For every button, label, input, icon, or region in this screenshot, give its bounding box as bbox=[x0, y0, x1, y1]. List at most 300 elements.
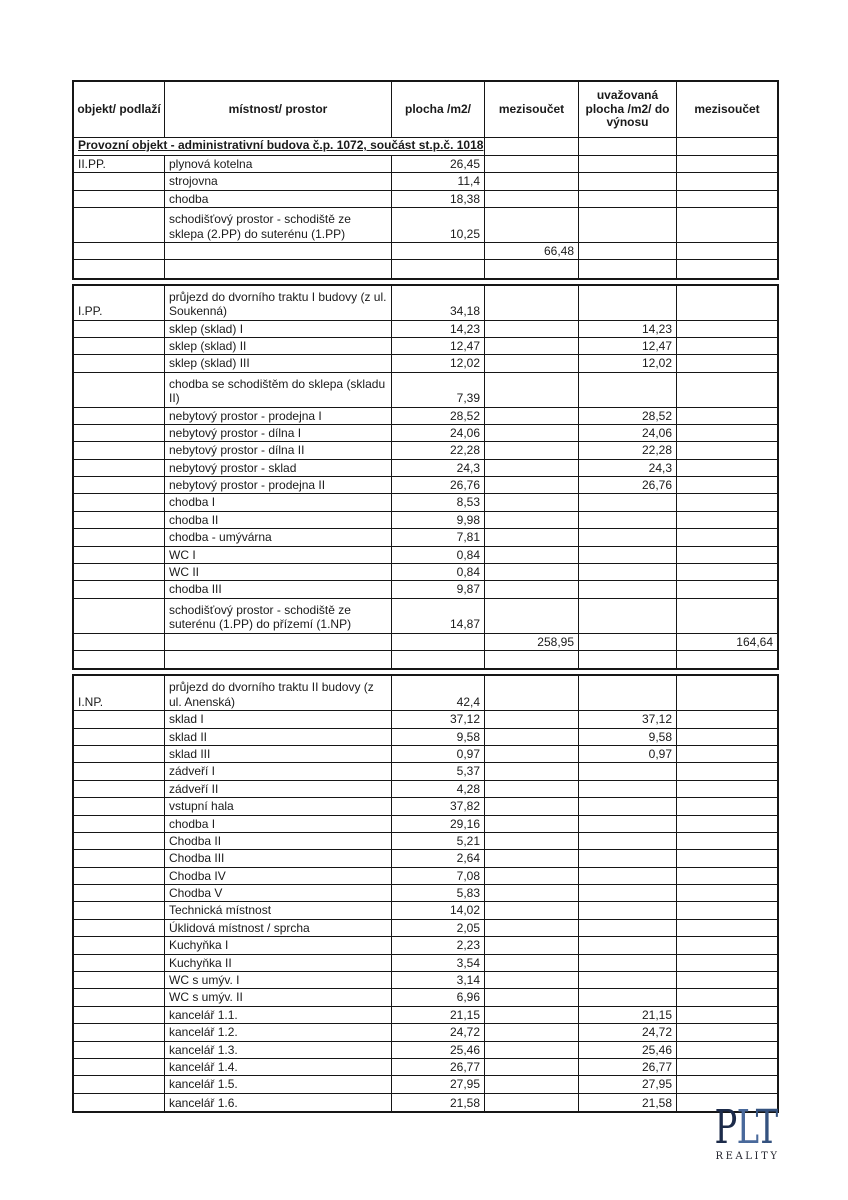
cell-mezisoucet: 66,48 bbox=[485, 243, 579, 260]
table-row bbox=[74, 355, 777, 372]
cell-uvazovana-plocha bbox=[579, 494, 677, 511]
cell-uvazovana-plocha bbox=[579, 850, 677, 867]
plt-letter-t: T bbox=[755, 1100, 778, 1155]
table-row bbox=[74, 338, 777, 355]
cell-plocha: 4,28 bbox=[392, 781, 485, 798]
cell-mezisoucet bbox=[485, 208, 579, 243]
cell-room: sklad III bbox=[165, 746, 392, 763]
cell-room: plynová kotelna bbox=[165, 156, 392, 173]
cell-room: strojovna bbox=[165, 173, 392, 190]
cell-room: chodba I bbox=[165, 494, 392, 511]
cell-mezisoucet-vynos bbox=[677, 477, 777, 494]
cell-mezisoucet bbox=[485, 425, 579, 442]
cell-mezisoucet bbox=[485, 564, 579, 581]
table-row bbox=[74, 920, 777, 937]
cell-room: chodba III bbox=[165, 581, 392, 598]
table-row bbox=[74, 373, 777, 408]
cell-uvazovana-plocha bbox=[579, 156, 677, 173]
table-row bbox=[74, 833, 777, 850]
cell-floor bbox=[74, 191, 165, 208]
cell-room: WC I bbox=[165, 547, 392, 564]
cell-room: sklep (sklad) III bbox=[165, 355, 392, 372]
cell-floor bbox=[74, 634, 165, 651]
table-row bbox=[74, 581, 777, 598]
cell-floor bbox=[74, 373, 165, 408]
cell-floor bbox=[74, 408, 165, 425]
cell-plocha: 14,87 bbox=[392, 599, 485, 634]
cell-floor: I.NP. bbox=[74, 676, 165, 711]
cell-mezisoucet-vynos bbox=[677, 833, 777, 850]
cell-plocha: 2,23 bbox=[392, 937, 485, 954]
cell-plocha: 26,76 bbox=[392, 477, 485, 494]
table-row bbox=[74, 494, 777, 511]
cell-mezisoucet bbox=[485, 989, 579, 1006]
cell-plocha: 27,95 bbox=[392, 1076, 485, 1093]
cell-floor bbox=[74, 763, 165, 780]
cell-mezisoucet bbox=[485, 816, 579, 833]
table-row bbox=[74, 902, 777, 919]
cell-plocha: 14,23 bbox=[392, 321, 485, 338]
cell-uvazovana-plocha bbox=[579, 868, 677, 885]
cell-mezisoucet-vynos bbox=[677, 651, 777, 668]
cell-mezisoucet bbox=[485, 355, 579, 372]
cell-room: Kuchyňka II bbox=[165, 955, 392, 972]
cell-uvazovana-plocha: 12,02 bbox=[579, 355, 677, 372]
table-row bbox=[74, 564, 777, 581]
cell-floor bbox=[74, 425, 165, 442]
cell-uvazovana-plocha: 26,77 bbox=[579, 1059, 677, 1076]
cell-uvazovana-plocha: 22,28 bbox=[579, 442, 677, 459]
table-row bbox=[74, 173, 777, 190]
cell-room: Úklidová místnost / sprcha bbox=[165, 920, 392, 937]
cell-room: průjezd do dvorního traktu I budovy (z ul. Soukenná) bbox=[165, 286, 392, 321]
table-row bbox=[74, 442, 777, 459]
cell-room: chodba bbox=[165, 191, 392, 208]
cell-room: Chodba II bbox=[165, 833, 392, 850]
cell-mezisoucet bbox=[485, 676, 579, 711]
cell-floor bbox=[74, 338, 165, 355]
cell-plocha: 5,83 bbox=[392, 885, 485, 902]
cell-mezisoucet bbox=[485, 191, 579, 208]
cell-mezisoucet-vynos bbox=[677, 286, 777, 321]
table-row bbox=[74, 321, 777, 338]
plt-logo-subtitle: REALITY bbox=[715, 1151, 780, 1162]
cell-plocha: 0,97 bbox=[392, 746, 485, 763]
cell-floor bbox=[74, 868, 165, 885]
cell-floor bbox=[74, 1094, 165, 1111]
cell-floor bbox=[74, 798, 165, 815]
table-row bbox=[74, 816, 777, 833]
cell-room: sklad II bbox=[165, 729, 392, 746]
cell-plocha: 28,52 bbox=[392, 408, 485, 425]
table-row bbox=[74, 989, 777, 1006]
cell-plocha: 5,37 bbox=[392, 763, 485, 780]
cell-mezisoucet bbox=[485, 920, 579, 937]
subtotal-row bbox=[74, 243, 777, 260]
cell-mezisoucet bbox=[485, 321, 579, 338]
cell-uvazovana-plocha: 24,72 bbox=[579, 1024, 677, 1041]
table-block-1pp bbox=[72, 284, 779, 671]
cell-plocha: 12,47 bbox=[392, 338, 485, 355]
cell-plocha: 2,64 bbox=[392, 850, 485, 867]
cell-mezisoucet-vynos bbox=[677, 1059, 777, 1076]
cell-uvazovana-plocha bbox=[579, 937, 677, 954]
table-row bbox=[74, 477, 777, 494]
col-header-uvazovana-plocha: uvažovaná plocha /m2/ do výnosu bbox=[579, 82, 677, 138]
cell-floor bbox=[74, 494, 165, 511]
cell-mezisoucet bbox=[485, 746, 579, 763]
table-row bbox=[74, 781, 777, 798]
cell-uvazovana-plocha: 0,97 bbox=[579, 746, 677, 763]
cell-mezisoucet-vynos bbox=[677, 955, 777, 972]
cell-uvazovana-plocha bbox=[579, 763, 677, 780]
cell-mezisoucet-vynos bbox=[677, 260, 777, 277]
cell-plocha: 9,98 bbox=[392, 512, 485, 529]
table-row bbox=[74, 408, 777, 425]
table-row bbox=[74, 798, 777, 815]
table-row bbox=[74, 286, 777, 321]
cell-room: Kuchyňka I bbox=[165, 937, 392, 954]
cell-room: chodba I bbox=[165, 816, 392, 833]
cell-plocha: 0,84 bbox=[392, 564, 485, 581]
table-row bbox=[74, 547, 777, 564]
cell-plocha bbox=[392, 243, 485, 260]
cell-room: kancelář 1.6. bbox=[165, 1094, 392, 1111]
cell-uvazovana-plocha bbox=[579, 191, 677, 208]
cell-mezisoucet bbox=[485, 547, 579, 564]
cell-plocha: 26,45 bbox=[392, 156, 485, 173]
cell-mezisoucet-vynos bbox=[677, 512, 777, 529]
cell-mezisoucet-vynos bbox=[677, 425, 777, 442]
table-row bbox=[74, 512, 777, 529]
cell-plocha: 11,4 bbox=[392, 173, 485, 190]
cell-plocha: 5,21 bbox=[392, 833, 485, 850]
cell-plocha: 3,54 bbox=[392, 955, 485, 972]
cell-mezisoucet bbox=[485, 1024, 579, 1041]
cell-uvazovana-plocha: 37,12 bbox=[579, 711, 677, 728]
cell-mezisoucet-vynos bbox=[677, 729, 777, 746]
cell-floor bbox=[74, 746, 165, 763]
table-row bbox=[74, 529, 777, 546]
cell-room: průjezd do dvorního traktu II budovy (z ul. Anenská) bbox=[165, 676, 392, 711]
cell-floor bbox=[74, 581, 165, 598]
cell-room: nebytový prostor - dílna I bbox=[165, 425, 392, 442]
cell-plocha: 9,87 bbox=[392, 581, 485, 598]
cell-floor bbox=[74, 355, 165, 372]
cell-mezisoucet-vynos bbox=[677, 989, 777, 1006]
cell-plocha: 21,58 bbox=[392, 1094, 485, 1111]
cell-mezisoucet-vynos bbox=[677, 676, 777, 711]
cell-room: sklep (sklad) II bbox=[165, 338, 392, 355]
cell-mezisoucet bbox=[485, 1076, 579, 1093]
cell-mezisoucet bbox=[485, 599, 579, 634]
cell-mezisoucet bbox=[485, 156, 579, 173]
cell-mezisoucet bbox=[485, 902, 579, 919]
cell-mezisoucet-vynos bbox=[677, 711, 777, 728]
cell-room: WC II bbox=[165, 564, 392, 581]
cell-plocha: 37,82 bbox=[392, 798, 485, 815]
cell-room: zádveří II bbox=[165, 781, 392, 798]
cell-uvazovana-plocha bbox=[579, 955, 677, 972]
cell-uvazovana-plocha bbox=[579, 885, 677, 902]
cell-uvazovana-plocha: 28,52 bbox=[579, 408, 677, 425]
plt-reality-logo bbox=[700, 1100, 792, 1162]
cell-floor bbox=[74, 902, 165, 919]
cell-mezisoucet-vynos bbox=[677, 868, 777, 885]
table-row bbox=[74, 955, 777, 972]
table-row bbox=[74, 885, 777, 902]
cell-floor bbox=[74, 885, 165, 902]
cell-mezisoucet-vynos bbox=[677, 208, 777, 243]
cell-room: schodišťový prostor - schodiště ze sklepa (2.PP) do suterénu (1.PP) bbox=[165, 208, 392, 243]
cell-floor bbox=[74, 920, 165, 937]
cell-plocha: 34,18 bbox=[392, 286, 485, 321]
subtotal-row bbox=[74, 634, 777, 651]
cell-mezisoucet bbox=[485, 937, 579, 954]
cell-plocha: 22,28 bbox=[392, 442, 485, 459]
section-title: Provozní objekt - administrativní budova č.p. 1072, součást st.p.č. 1018 bbox=[74, 138, 485, 156]
cell-floor bbox=[74, 651, 165, 668]
table-row bbox=[74, 1076, 777, 1093]
cell-mezisoucet bbox=[485, 494, 579, 511]
cell-floor bbox=[74, 711, 165, 728]
cell-floor bbox=[74, 321, 165, 338]
cell-uvazovana-plocha: 9,58 bbox=[579, 729, 677, 746]
cell-uvazovana-plocha: 21,58 bbox=[579, 1094, 677, 1111]
cell-mezisoucet bbox=[485, 1007, 579, 1024]
cell-uvazovana-plocha bbox=[579, 243, 677, 260]
cell-plocha: 14,02 bbox=[392, 902, 485, 919]
cell-plocha: 24,3 bbox=[392, 460, 485, 477]
cell-room: kancelář 1.4. bbox=[165, 1059, 392, 1076]
cell-mezisoucet-vynos bbox=[677, 902, 777, 919]
cell-plocha: 0,84 bbox=[392, 547, 485, 564]
cell-plocha: 24,06 bbox=[392, 425, 485, 442]
cell-plocha: 2,05 bbox=[392, 920, 485, 937]
cell-room: sklad I bbox=[165, 711, 392, 728]
plt-letter-p: P bbox=[714, 1100, 737, 1155]
cell-mezisoucet bbox=[485, 338, 579, 355]
cell-room: schodišťový prostor - schodiště ze suterénu (1.PP) do přízemí (1.NP) bbox=[165, 599, 392, 634]
cell-room: WC s umýv. I bbox=[165, 972, 392, 989]
cell-uvazovana-plocha bbox=[579, 651, 677, 668]
cell-room: nebytový prostor - prodejna I bbox=[165, 408, 392, 425]
cell-room: Chodba III bbox=[165, 850, 392, 867]
cell-uvazovana-plocha bbox=[579, 972, 677, 989]
table-row bbox=[74, 460, 777, 477]
cell-uvazovana-plocha bbox=[579, 547, 677, 564]
cell-mezisoucet bbox=[485, 286, 579, 321]
cell-mezisoucet bbox=[485, 850, 579, 867]
table-row bbox=[74, 599, 777, 634]
cell-uvazovana-plocha: 24,06 bbox=[579, 425, 677, 442]
table-row bbox=[74, 1042, 777, 1059]
table-row bbox=[74, 1059, 777, 1076]
cell-mezisoucet-vynos bbox=[677, 564, 777, 581]
cell-mezisoucet bbox=[485, 1042, 579, 1059]
cell-room: chodba - umývárna bbox=[165, 529, 392, 546]
cell-floor bbox=[74, 816, 165, 833]
table-row bbox=[74, 191, 777, 208]
cell-uvazovana-plocha bbox=[579, 564, 677, 581]
cell-room bbox=[165, 651, 392, 668]
cell-room: Chodba IV bbox=[165, 868, 392, 885]
cell-mezisoucet bbox=[485, 711, 579, 728]
cell-plocha: 10,25 bbox=[392, 208, 485, 243]
cell-uvazovana-plocha bbox=[579, 599, 677, 634]
cell-mezisoucet bbox=[485, 651, 579, 668]
cell-mezisoucet bbox=[485, 408, 579, 425]
cell-room: kancelář 1.1. bbox=[165, 1007, 392, 1024]
cell-mezisoucet-vynos bbox=[677, 338, 777, 355]
cell-mezisoucet-vynos bbox=[677, 816, 777, 833]
section-empty-cell bbox=[485, 138, 579, 156]
empty-row bbox=[74, 260, 777, 277]
cell-room bbox=[165, 243, 392, 260]
cell-floor bbox=[74, 243, 165, 260]
cell-plocha: 18,38 bbox=[392, 191, 485, 208]
cell-mezisoucet bbox=[485, 581, 579, 598]
cell-plocha: 7,39 bbox=[392, 373, 485, 408]
cell-plocha: 9,58 bbox=[392, 729, 485, 746]
table-row bbox=[74, 868, 777, 885]
cell-uvazovana-plocha bbox=[579, 208, 677, 243]
col-header-mezisoucet-vynos: mezisoučet bbox=[677, 82, 777, 138]
cell-plocha: 26,77 bbox=[392, 1059, 485, 1076]
table-block-1np bbox=[72, 674, 779, 1113]
cell-mezisoucet-vynos bbox=[677, 1007, 777, 1024]
table-row bbox=[74, 763, 777, 780]
table-block-2pp bbox=[72, 80, 779, 280]
cell-mezisoucet-vynos bbox=[677, 173, 777, 190]
cell-uvazovana-plocha bbox=[579, 286, 677, 321]
cell-mezisoucet bbox=[485, 477, 579, 494]
cell-floor bbox=[74, 173, 165, 190]
cell-floor bbox=[74, 1042, 165, 1059]
table-row bbox=[74, 676, 777, 711]
cell-floor bbox=[74, 937, 165, 954]
cell-floor bbox=[74, 460, 165, 477]
table-row bbox=[74, 1024, 777, 1041]
cell-floor bbox=[74, 729, 165, 746]
cell-mezisoucet-vynos bbox=[677, 156, 777, 173]
cell-uvazovana-plocha: 26,76 bbox=[579, 477, 677, 494]
cell-uvazovana-plocha: 27,95 bbox=[579, 1076, 677, 1093]
cell-plocha: 37,12 bbox=[392, 711, 485, 728]
cell-room: nebytový prostor - prodejna II bbox=[165, 477, 392, 494]
cell-uvazovana-plocha: 14,23 bbox=[579, 321, 677, 338]
cell-mezisoucet-vynos: 164,64 bbox=[677, 634, 777, 651]
cell-room: kancelář 1.3. bbox=[165, 1042, 392, 1059]
cell-mezisoucet-vynos bbox=[677, 885, 777, 902]
cell-mezisoucet-vynos bbox=[677, 529, 777, 546]
cell-mezisoucet-vynos bbox=[677, 442, 777, 459]
cell-mezisoucet-vynos bbox=[677, 581, 777, 598]
cell-plocha: 24,72 bbox=[392, 1024, 485, 1041]
section-empty-cell bbox=[677, 138, 777, 156]
cell-room: zádveří I bbox=[165, 763, 392, 780]
cell-mezisoucet-vynos bbox=[677, 972, 777, 989]
cell-uvazovana-plocha bbox=[579, 581, 677, 598]
col-header-mezisoucet: mezisoučet bbox=[485, 82, 579, 138]
cell-mezisoucet-vynos bbox=[677, 1042, 777, 1059]
cell-room: Technická místnost bbox=[165, 902, 392, 919]
cell-mezisoucet-vynos bbox=[677, 599, 777, 634]
cell-room: nebytový prostor - sklad bbox=[165, 460, 392, 477]
empty-row bbox=[74, 651, 777, 668]
table-row bbox=[74, 972, 777, 989]
cell-room: chodba se schodištěm do sklepa (skladu II) bbox=[165, 373, 392, 408]
cell-mezisoucet bbox=[485, 763, 579, 780]
cell-mezisoucet-vynos bbox=[677, 494, 777, 511]
cell-mezisoucet bbox=[485, 798, 579, 815]
cell-room bbox=[165, 634, 392, 651]
cell-uvazovana-plocha: 21,15 bbox=[579, 1007, 677, 1024]
cell-mezisoucet bbox=[485, 833, 579, 850]
cell-mezisoucet-vynos bbox=[677, 243, 777, 260]
cell-mezisoucet bbox=[485, 868, 579, 885]
col-header-objekt-podlazi: objekt/ podlaží bbox=[74, 82, 165, 138]
cell-mezisoucet bbox=[485, 972, 579, 989]
cell-mezisoucet-vynos bbox=[677, 373, 777, 408]
cell-plocha bbox=[392, 634, 485, 651]
cell-floor bbox=[74, 529, 165, 546]
cell-floor bbox=[74, 781, 165, 798]
cell-mezisoucet-vynos bbox=[677, 937, 777, 954]
cell-mezisoucet-vynos bbox=[677, 191, 777, 208]
cell-mezisoucet bbox=[485, 729, 579, 746]
table-row bbox=[74, 711, 777, 728]
table-row bbox=[74, 1007, 777, 1024]
cell-plocha: 25,46 bbox=[392, 1042, 485, 1059]
section-empty-cell bbox=[579, 138, 677, 156]
cell-mezisoucet bbox=[485, 260, 579, 277]
cell-mezisoucet-vynos bbox=[677, 408, 777, 425]
table-header-row bbox=[74, 82, 777, 138]
cell-floor bbox=[74, 955, 165, 972]
cell-floor bbox=[74, 1024, 165, 1041]
cell-floor bbox=[74, 1007, 165, 1024]
cell-plocha: 12,02 bbox=[392, 355, 485, 372]
cell-room bbox=[165, 260, 392, 277]
cell-plocha: 7,81 bbox=[392, 529, 485, 546]
cell-mezisoucet bbox=[485, 373, 579, 408]
cell-mezisoucet bbox=[485, 512, 579, 529]
section-title-row bbox=[74, 138, 777, 156]
cell-mezisoucet-vynos bbox=[677, 1076, 777, 1093]
cell-floor bbox=[74, 989, 165, 1006]
col-header-mistnost-prostor: místnost/ prostor bbox=[165, 82, 392, 138]
cell-room: sklep (sklad) I bbox=[165, 321, 392, 338]
cell-floor: I.PP. bbox=[74, 286, 165, 321]
cell-mezisoucet-vynos bbox=[677, 1024, 777, 1041]
cell-mezisoucet-vynos bbox=[677, 547, 777, 564]
cell-plocha: 6,96 bbox=[392, 989, 485, 1006]
cell-room: WC s umýv. II bbox=[165, 989, 392, 1006]
table-row bbox=[74, 208, 777, 243]
cell-room: Chodba V bbox=[165, 885, 392, 902]
cell-floor bbox=[74, 850, 165, 867]
cell-room: nebytový prostor - dílna II bbox=[165, 442, 392, 459]
cell-floor bbox=[74, 477, 165, 494]
cell-uvazovana-plocha bbox=[579, 634, 677, 651]
cell-uvazovana-plocha bbox=[579, 798, 677, 815]
cell-mezisoucet-vynos bbox=[677, 355, 777, 372]
cell-mezisoucet-vynos bbox=[677, 781, 777, 798]
cell-uvazovana-plocha bbox=[579, 920, 677, 937]
cell-uvazovana-plocha bbox=[579, 173, 677, 190]
cell-uvazovana-plocha bbox=[579, 902, 677, 919]
